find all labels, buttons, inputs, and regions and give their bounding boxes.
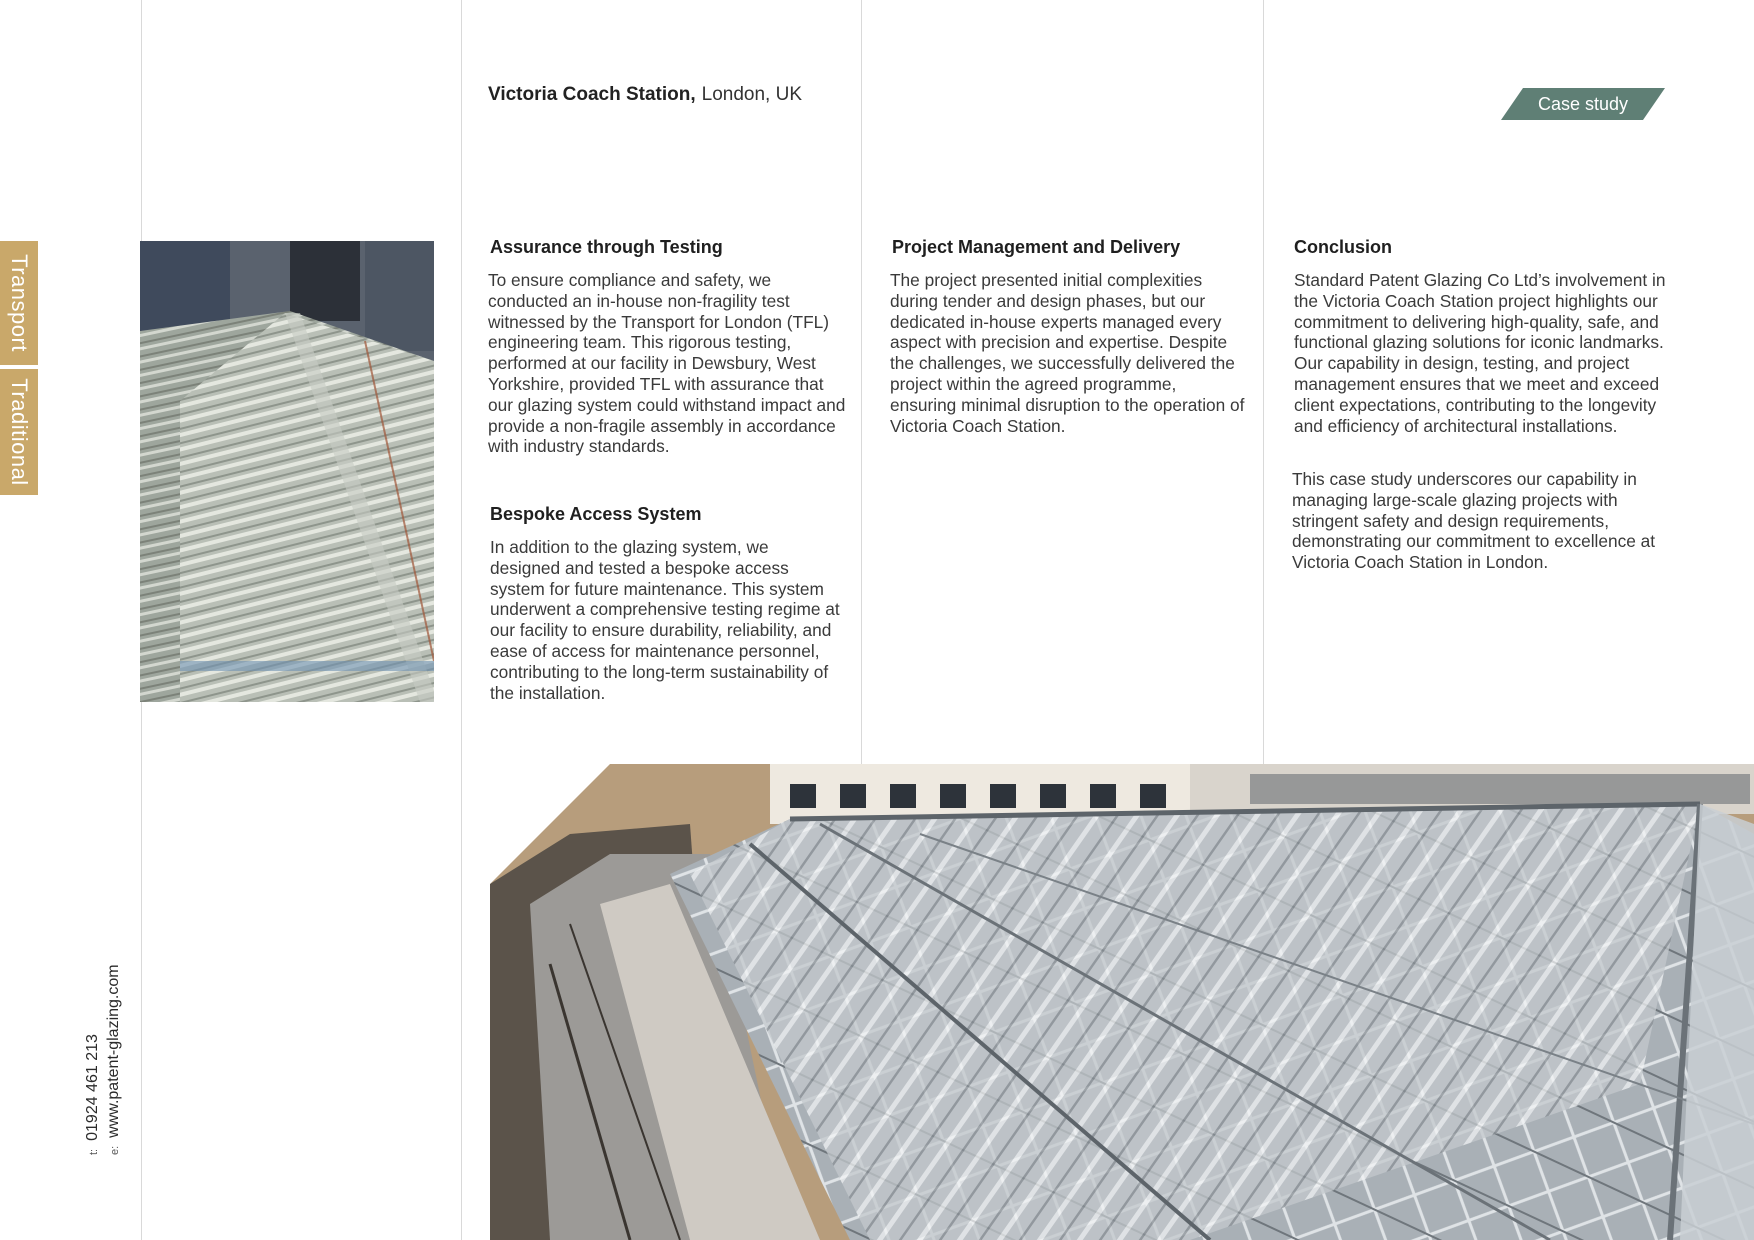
roof-detail-photo	[140, 241, 434, 702]
roof-detail-illustration	[140, 241, 434, 702]
tab-traditional-label: Traditional	[7, 378, 32, 486]
contact-web	[104, 964, 125, 1155]
phone-prefix: t:	[88, 1148, 100, 1155]
web-address: www.patent-glazing.com	[105, 964, 122, 1138]
column-divider	[461, 0, 462, 1240]
glazed-roof-photo	[490, 764, 1754, 1240]
page-title	[488, 84, 802, 106]
heading-conclusion: Conclusion	[1294, 237, 1392, 257]
project-name: Victoria Coach Station,	[488, 84, 696, 105]
heading-access: Bespoke Access System	[490, 504, 702, 524]
contact-details	[83, 964, 125, 1155]
phone-number: 01924 461 213	[84, 1034, 101, 1141]
project-location: London, UK	[701, 84, 802, 105]
body-conclusion: Standard Patent Glazing Co Ltd’s involvement in the Victoria Coach Station project highlights our commitment to delivering high-quality, safe, and functional glazing solutions for iconic landmarks. Our capability in design, testing, and project management ensures that we meet and exceed client expectations, contributing to the longevity and efficiency of architectural installations.	[1294, 270, 1666, 436]
body-testing: To ensure compliance and safety, we conducted an in-house non-fragility test witnessed by the Transport for London (TFL) engineering team. This rigorous testing, performed at our facility in Dewsbury, West Yorkshire, provided TFL with assurance that our glazing system could withstand impact and provide a non-fragile assembly in accordance with industry standards.	[488, 270, 846, 457]
body-conclusion-summary: This case study underscores our capability in managing large-scale glazing projects with stringent safety and design requirements, demonstrating our commitment to excellence at Victoria Coach Station in London.	[1292, 469, 1656, 573]
tab-transport-label: Transport	[7, 254, 32, 352]
heading-management: Project Management and Delivery	[892, 237, 1181, 257]
glazed-roof-illustration	[490, 764, 1754, 1240]
body-management: The project presented initial complexities during tender and design phases, but our dedicated in-house experts managed every aspect with precision and expertise. Despite the challenges, we successfully delivered the project within the agreed programme, ensuring minimal disruption to the operation of Victoria Coach Station.	[890, 270, 1245, 436]
tab-traditional[interactable]	[0, 369, 38, 495]
body-access: In addition to the glazing system, we designed and tested a bespoke access system for future maintenance. This system underwent a comprehensive testing regime at our facility to ensure durability, reliability, and ease of access for maintenance personnel, contributing to the long-term sustainability of the installation.	[490, 537, 840, 703]
tab-transport[interactable]	[0, 241, 38, 365]
contact-phone	[83, 964, 104, 1155]
web-prefix: e:	[109, 1145, 121, 1155]
heading-testing: Assurance through Testing	[490, 237, 723, 257]
case-study-badge	[1501, 88, 1665, 120]
badge-label: Case study	[1537, 94, 1629, 114]
